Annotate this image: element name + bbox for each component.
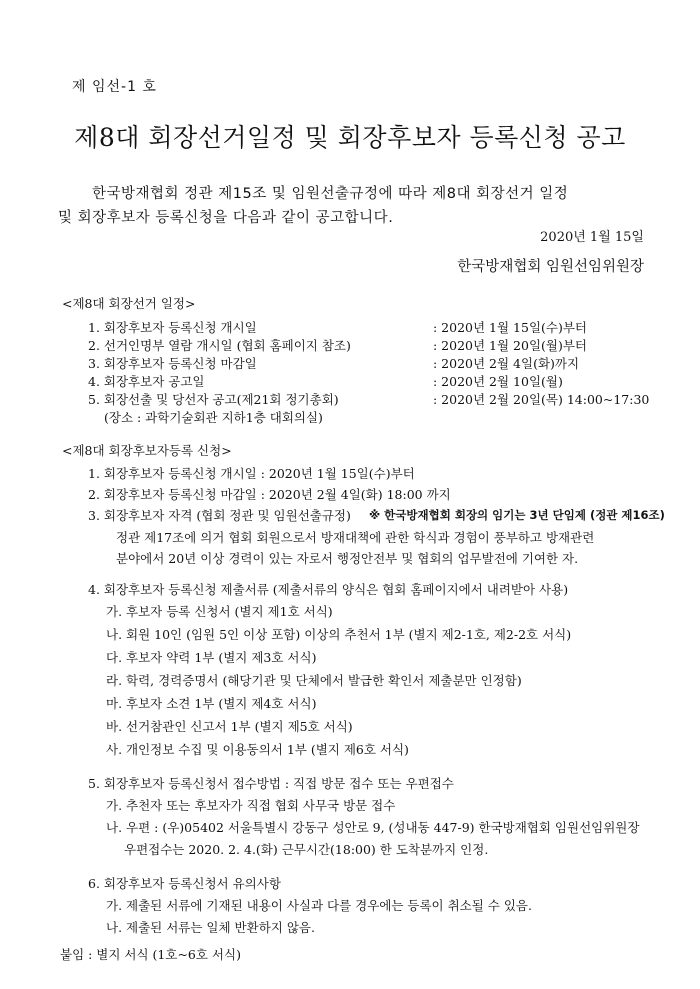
registration-item-4: 4. 회장후보자 등록신청 제출서류 (제출서류의 양식은 협회 홈페이지에서 내려받아 사용) (88, 582, 569, 597)
schedule-item-date: : 2020년 2월 4일(화)까지 (433, 356, 580, 371)
registration-item-2: 2. 회장후보자 등록신청 마감일 : 2020년 2월 4일(화) 18:00 까지 (88, 487, 451, 502)
announcement-date: 2020년 1월 15일 (540, 230, 644, 245)
document-list-item: 가. 후보자 등록 신청서 (별지 제1호 서식) (106, 604, 333, 619)
schedule-item-label: 2. 선거인명부 열람 개시일 (협회 홈페이지 참조) (88, 338, 351, 353)
page-title: 제8대 회장선거일정 및 회장후보자 등록신청 공고 (74, 123, 626, 152)
document-list-item: 바. 선거참관인 신고서 1부 (별지 제5호 서식) (106, 719, 353, 734)
registration-heading: <제8대 회장후보자등록 신청> (62, 443, 232, 458)
schedule-venue: (장소 : 과학기술회관 지하1층 대회의실) (104, 410, 323, 425)
schedule-item-date: : 2020년 1월 20일(월)부터 (433, 338, 588, 353)
attachment-note: 붙임 : 별지 서식 (1호~6호 서식) (60, 947, 241, 962)
signatory: 한국방재협회 임원선임위원장 (457, 259, 644, 275)
caution-a: 가. 제출된 서류에 기재된 내용이 사실과 다를 경우에는 등록이 취소될 수 있음. (106, 898, 532, 913)
schedule-item-label: 3. 회장후보자 등록신청 마감일 (88, 356, 257, 371)
document-list-item: 다. 후보자 약력 1부 (별지 제3호 서식) (106, 650, 317, 665)
submission-method-a: 가. 추천자 또는 후보자가 직접 협회 사무국 방문 접수 (106, 798, 396, 813)
document-list-item: 나. 회원 10인 (임원 5인 이상 포함) 이상의 추천서 1부 (별지 제2-1호, 제2-2호 서식) (106, 627, 572, 642)
schedule-item-label: 5. 회장선출 및 당선자 공고(제21회 정기총회) (88, 392, 339, 407)
qualification-desc-2: 분야에서 20년 이상 경력이 있는 자로서 행정안전부 및 협회의 업무발전에 기여한 자. (116, 551, 579, 566)
submission-method-b-cont: 우편접수는 2020. 2. 4.(화) 근무시간(18:00) 한 도착분까지 인정. (124, 842, 489, 857)
document-list-item: 사. 개인정보 수집 및 이용동의서 1부 (별지 제6호 서식) (106, 742, 409, 757)
schedule-item-date: : 2020년 2월 20일(목) 14:00~17:30 (433, 392, 650, 407)
registration-item-5: 5. 회장후보자 등록신청서 접수방법 : 직접 방문 접수 또는 우편접수 (88, 776, 454, 791)
qualification-desc-1: 정관 제17조에 의거 협회 회원으로서 방재대책에 관한 학식과 경험이 풍부하고 방재관련 (116, 530, 595, 545)
term-note: ※ 한국방재협회 회장의 임기는 3년 단임제 (정관 제16조) (369, 508, 665, 522)
document-number: 제 임선-1 호 (72, 79, 157, 95)
intro-line-1: 한국방재협회 정관 제15조 및 임원선출규정에 따라 제8대 회장선거 일정 (92, 186, 569, 202)
registration-item-3: 3. 회장후보자 자격 (협회 정관 및 임원선출규정) (88, 508, 351, 523)
document-list-item: 라. 학력, 경력증명서 (해당기관 및 단체에서 발급한 확인서 제출분만 인정함) (106, 673, 522, 688)
schedule-heading: <제8대 회장선거 일정> (62, 296, 196, 311)
intro-line-2: 및 회장후보자 등록신청을 다음과 같이 공고합니다. (58, 210, 394, 226)
registration-item-1: 1. 회장후보자 등록신청 개시일 : 2020년 1월 15일(수)부터 (88, 466, 415, 481)
caution-b: 나. 제출된 서류는 일체 반환하지 않음. (106, 920, 315, 935)
schedule-item-label: 4. 회장후보자 공고일 (88, 374, 205, 389)
document-list-item: 마. 후보자 소견 1부 (별지 제4호 서식) (106, 696, 317, 711)
schedule-item-date: : 2020년 1월 15일(수)부터 (433, 320, 588, 335)
submission-method-b: 나. 우편 : (우)05402 서울특별시 강동구 성안로 9, (성내동 447-9) 한국방재협회 임원선임위원장 (106, 820, 640, 835)
registration-item-6: 6. 회장후보자 등록신청서 유의사항 (88, 876, 281, 891)
schedule-item-label: 1. 회장후보자 등록신청 개시일 (88, 320, 257, 335)
schedule-item-date: : 2020년 2월 10일(월) (433, 374, 563, 389)
